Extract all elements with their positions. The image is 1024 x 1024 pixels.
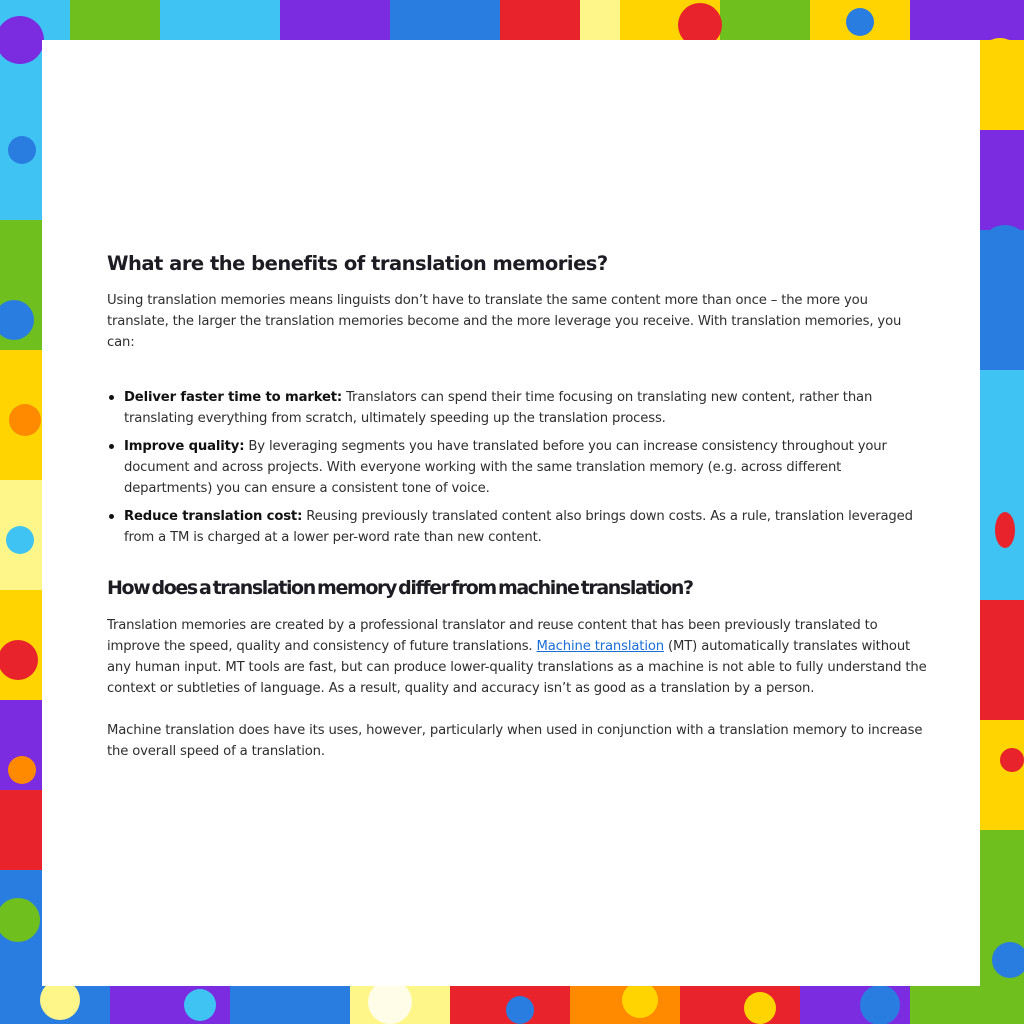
benefit-text: Translators can spend their time focusing on translating new content, rather than translating everything from scratch, ultimately speeding up the translation process. xyxy=(124,390,873,426)
list-item xyxy=(124,387,927,429)
section-heading-benefits: What are the benefits of translation memories? xyxy=(107,252,608,275)
list-item xyxy=(124,436,927,499)
mt-uses-paragraph: Machine translation does have its uses, however, particularly when used in conjunction with a translation memory to increase the overall speed of a translation. xyxy=(107,723,923,759)
benefit-term: Improve quality: xyxy=(124,439,245,454)
paragraph-text: Translation memories are created by a professional translator and reuse content that has been previously translated to improve the speed, quality and consistency of future translations. xyxy=(107,618,878,654)
list-item xyxy=(124,506,927,548)
benefits-list xyxy=(107,387,927,548)
paragraph-text: (MT) automatically translates without any human input. MT tools are fast, but can produce lower-quality translations as a machine is not able to fully understand the context or subtleties of language. As a result, quality and accuracy isn’t as good as a translation by a person. xyxy=(107,639,927,696)
intro-paragraph: Using translation memories means linguists don’t have to translate the same content more than once – the more you translate, the larger the translation memories become and the more leverage you receive. With translation memories, you can: xyxy=(107,293,902,350)
benefit-term: Reduce translation cost: xyxy=(124,509,303,524)
content-card xyxy=(42,40,980,986)
benefit-text: By leveraging segments you have translated before you can increase consistency throughout your document and across projects. With everyone working with the same translation memory (e.g. across different departments) you can ensure a consistent tone of voice. xyxy=(124,439,887,496)
benefit-text: Reusing previously translated content also brings down costs. As a rule, translation leveraged from a TM is charged at a lower per-word rate than new content. xyxy=(124,509,913,545)
benefit-term: Deliver faster time to market: xyxy=(124,390,343,405)
section-heading-tm-vs-mt: How does a translation memory differ from machine translation? xyxy=(107,577,693,599)
tm-vs-mt-paragraph xyxy=(107,615,927,699)
machine-translation-link[interactable]: Machine translation xyxy=(536,639,664,654)
article-body xyxy=(107,250,927,762)
